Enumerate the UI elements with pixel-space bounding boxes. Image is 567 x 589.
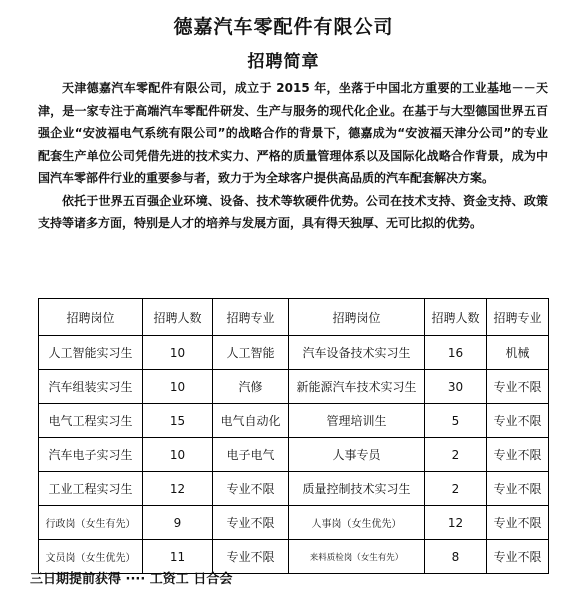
- cell-count: 5: [425, 404, 487, 438]
- table-row: [39, 472, 549, 506]
- header-count: 招聘人数: [143, 299, 213, 336]
- company-title: 德嘉汽车零配件有限公司: [173, 16, 394, 38]
- cell-count: 12: [143, 472, 213, 506]
- cell-position: 管理培训生: [289, 404, 425, 438]
- header-major: 招聘专业: [213, 299, 289, 336]
- cell-position: 汽车组装实习生: [39, 370, 143, 404]
- cell-major: 专业不限: [487, 472, 549, 506]
- cell-count: 15: [143, 404, 213, 438]
- intro-paragraph-2: 依托于世界五百强企业环境、设备、技术等软硬件优势。公司在技术支持、资金支持、政策支持等诸多方面，特别是人才的培养与发展方面，具有得天独厚、无可比拟的优势。: [38, 193, 548, 230]
- header-major: 招聘专业: [487, 299, 549, 336]
- cell-position: 工业工程实习生: [39, 472, 143, 506]
- header-position: 招聘岗位: [289, 299, 425, 336]
- cell-major: 机械: [487, 336, 549, 370]
- cell-position: 来料质检岗（女生有先）: [289, 540, 425, 574]
- cell-count: 9: [143, 506, 213, 540]
- header-position: 招聘岗位: [39, 299, 143, 336]
- cell-major: 电气自动化: [213, 404, 289, 438]
- table-row: [39, 336, 549, 370]
- cell-major: 电子电气: [213, 438, 289, 472]
- cell-count: 2: [425, 472, 487, 506]
- cell-count: 16: [425, 336, 487, 370]
- cell-position: 电气工程实习生: [39, 404, 143, 438]
- cell-count: 2: [425, 438, 487, 472]
- table-row: [39, 540, 549, 574]
- cell-count: 10: [143, 370, 213, 404]
- cell-major: 人工智能: [213, 336, 289, 370]
- intro-text: [38, 77, 548, 235]
- table-row: [39, 438, 549, 472]
- cell-count: 12: [425, 506, 487, 540]
- cell-position: 人事专员: [289, 438, 425, 472]
- cutoff-text-line: 三日期提前获得 ···· 工资工 日合会: [30, 572, 233, 587]
- cell-major: 专业不限: [213, 506, 289, 540]
- cell-major: 专业不限: [487, 506, 549, 540]
- table-header-row: [39, 299, 549, 336]
- table-row: [39, 370, 549, 404]
- cell-major: 专业不限: [213, 540, 289, 574]
- cell-major: 专业不限: [487, 370, 549, 404]
- cell-position: 人工智能实习生: [39, 336, 143, 370]
- cell-position: 行政岗（女生有先）: [39, 506, 143, 540]
- table-row: [39, 404, 549, 438]
- cell-position: 人事岗（女生优先）: [289, 506, 425, 540]
- cell-major: 汽修: [213, 370, 289, 404]
- cell-count: 11: [143, 540, 213, 574]
- cell-count: 10: [143, 336, 213, 370]
- cell-major: 专业不限: [487, 438, 549, 472]
- cell-major: 专业不限: [487, 540, 549, 574]
- cell-position: 文员岗（女生优先）: [39, 540, 143, 574]
- cell-count: 30: [425, 370, 487, 404]
- cell-position: 汽车电子实习生: [39, 438, 143, 472]
- document-subtitle: 招聘简章: [247, 52, 320, 72]
- header-count: 招聘人数: [425, 299, 487, 336]
- intro-paragraph-1: 天津德嘉汽车零配件有限公司，成立于 2015 年，坐落于中国北方重要的工业基地－－天津，是一家专注于高端汽车零配件研发、生产与服务的现代化企业。在基于与大型德国世界五百强企业“安波福电气系统有限公司”的战略合作的背景下，德嘉成为“安波福天津分公司”的专业配套生产单位公司凭借先进的技术实力、严格的质量管理体系以及国际化战略合作背景，成为中国汽车零部件行业的重要参与者，致力于为全球客户提供高品质的汽车配套解决方案。: [38, 81, 548, 185]
- cell-position: 汽车设备技术实习生: [289, 336, 425, 370]
- cell-position: 质量控制技术实习生: [289, 472, 425, 506]
- cell-position: 新能源汽车技术实习生: [289, 370, 425, 404]
- cell-count: 10: [143, 438, 213, 472]
- cell-major: 专业不限: [487, 404, 549, 438]
- table-row: [39, 506, 549, 540]
- recruitment-table: [38, 298, 549, 574]
- cell-major: 专业不限: [213, 472, 289, 506]
- cell-count: 8: [425, 540, 487, 574]
